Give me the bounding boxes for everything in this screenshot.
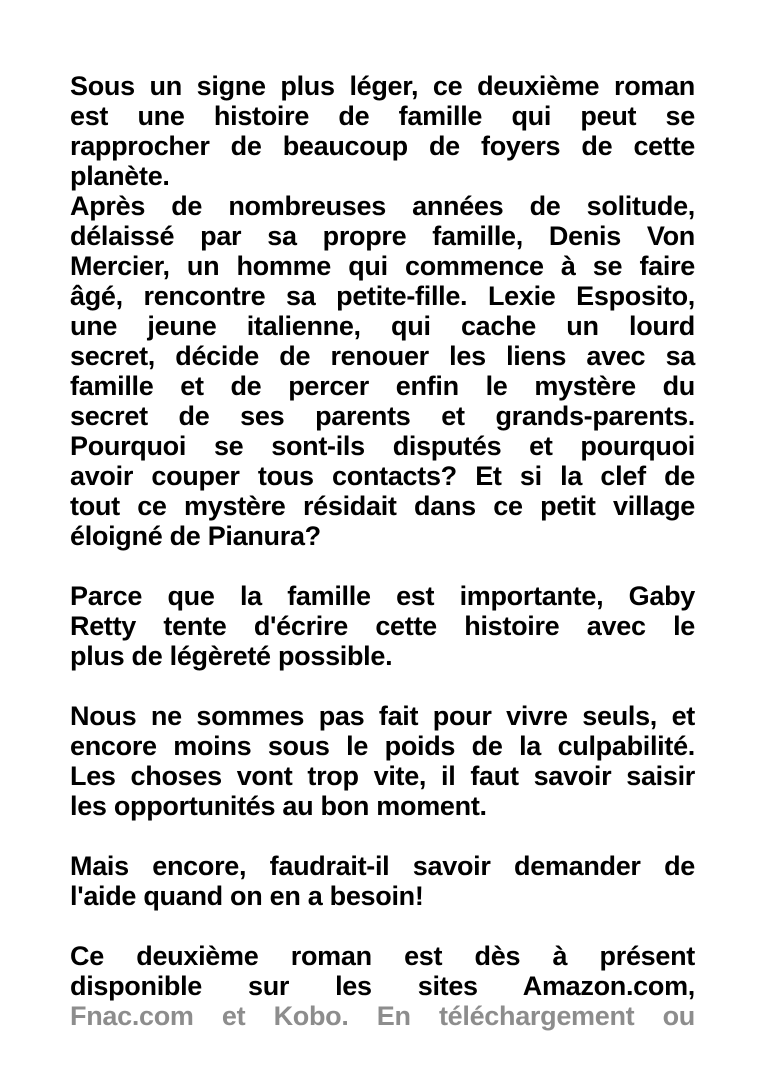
paragraph-intro xyxy=(70,71,695,191)
text-line: tout ce mystère résidait dans ce petit village xyxy=(70,491,695,521)
text-line: planète. xyxy=(70,161,170,191)
text-line: plus de légèreté possible. xyxy=(70,641,393,671)
text-line: Sous un signe plus léger, ce deuxième roman xyxy=(70,71,695,101)
text-line: une jeune italienne, qui cache un lourd xyxy=(70,311,695,341)
paragraph-theme xyxy=(70,701,695,821)
text-line: disponible sur les sites Amazon.com, xyxy=(70,971,695,1001)
text-line: âgé, rencontre sa petite-fille. Lexie Esposito, xyxy=(70,281,695,311)
text-line: secret, décide de renouer les liens avec sa xyxy=(70,341,695,371)
text-line: Ce deuxième roman est dès à présent xyxy=(70,941,695,971)
text-line: Après de nombreuses années de solitude, xyxy=(70,191,695,221)
text-line: Mais encore, faudrait-il savoir demander de xyxy=(70,851,695,881)
text-line: éloigné de Pianura? xyxy=(70,521,321,551)
paragraph-author-note xyxy=(70,581,695,671)
book-description-text xyxy=(70,71,695,1031)
text-line: famille et de percer enfin le mystère du xyxy=(70,371,695,401)
text-line: avoir couper tous contacts? Et si la clef de xyxy=(70,461,695,491)
text-line: Nous ne sommes pas fait pour vivre seuls, et xyxy=(70,701,695,731)
text-line: Mercier, un homme qui commence à se faire xyxy=(70,251,695,281)
text-line: l'aide quand on en a besoin! xyxy=(70,881,424,911)
text-line: encore moins sous le poids de la culpabilité. xyxy=(70,731,695,761)
paragraph-synopsis xyxy=(70,191,695,551)
text-line: est une histoire de famille qui peut se xyxy=(70,101,695,131)
text-line: secret de ses parents et grands-parents. xyxy=(70,401,695,431)
paragraph-help-note xyxy=(70,851,695,911)
text-line: Les choses vont trop vite, il faut savoir saisir xyxy=(70,761,695,791)
text-line: Retty tente d'écrire cette histoire avec le xyxy=(70,611,695,641)
clipped-text-line: Fnac.com et Kobo. En téléchargement ou xyxy=(70,1001,695,1031)
paragraph-availability xyxy=(70,941,695,1031)
text-line: délaissé par sa propre famille, Denis Von xyxy=(70,221,695,251)
text-line: les opportunités au bon moment. xyxy=(70,791,487,821)
text-line: rapprocher de beaucoup de foyers de cette xyxy=(70,131,695,161)
text-line: Pourquoi se sont-ils disputés et pourquoi xyxy=(70,431,695,461)
text-line: Parce que la famille est importante, Gaby xyxy=(70,581,695,611)
